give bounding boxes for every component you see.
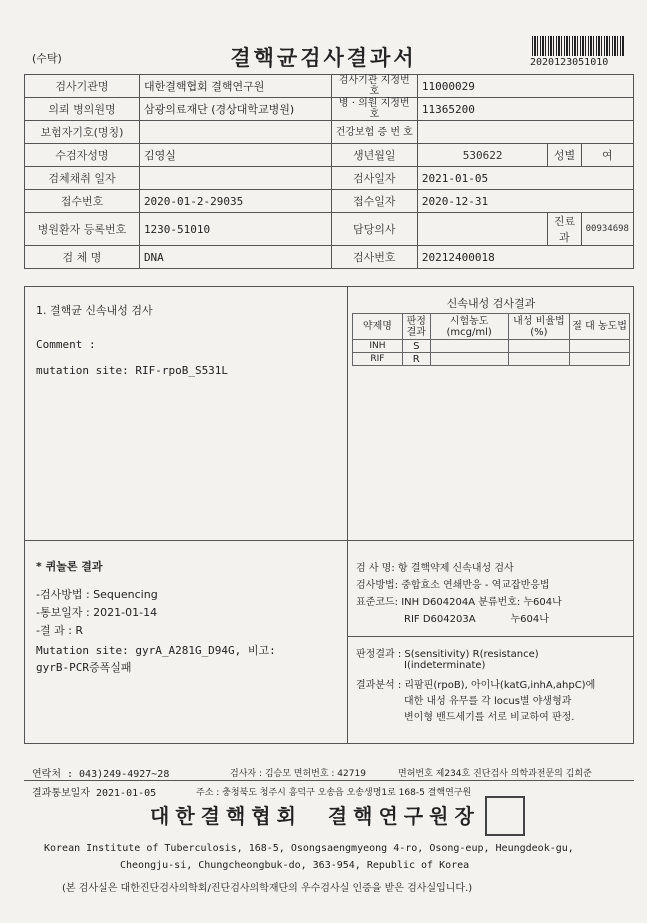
table-row [25, 121, 634, 144]
sex-label: 성별 [548, 144, 581, 167]
inspector: 검사자 : 김승모 면허번호 : 42719 [230, 769, 366, 779]
license: 면허번호 제234호 진단검사 의학과전문의 김희준 [398, 769, 592, 779]
table-row [25, 246, 634, 269]
divider [347, 636, 634, 637]
quinolone-report-date: -통보일자 : 2021-01-14 [36, 606, 158, 619]
table-row [25, 213, 634, 246]
page-title: 결핵균검사결과서 [230, 45, 417, 70]
address-en: Cheongju-si, Chungcheongbuk-do, 363-954, Republic of Korea [120, 860, 470, 871]
drug-result: S [402, 340, 430, 353]
table-cell [508, 353, 570, 366]
table-header: 약제명 [353, 314, 403, 340]
quinolone-mutation-note: gyrB-PCR증폭실패 [36, 661, 132, 674]
quinolone-method: -검사방법 : Sequencing [36, 588, 158, 601]
doctor-value [417, 213, 547, 246]
mutation-site: mutation site: RIF-rpoB_S531L [36, 364, 229, 377]
divider [24, 780, 634, 781]
hospital-label: 의뢰 병의원명 [25, 98, 140, 121]
table-row [25, 75, 634, 98]
collect-label: 검체채취 일자 [25, 167, 140, 190]
table-row [353, 314, 630, 340]
analysis: 대한 내성 유무를 각 locus별 야생형과 [404, 696, 572, 707]
lab-code-value: 11000029 [417, 75, 633, 98]
dob-value: 530622 [417, 144, 547, 167]
lab-name-label: 검사기관명 [25, 75, 140, 98]
specimen-label: 검 체 명 [25, 246, 140, 269]
table-row [353, 340, 630, 353]
insurance-value [139, 121, 331, 144]
table-header: 시험농도 (mcg/ml) [430, 314, 508, 340]
analysis: 결과분석 : 리팜핀(rpoB), 아이나(katG,inhA,ahpC)에 [356, 680, 596, 691]
address-en: Korean Institute of Tuberculosis, 168-5, Osongsaengmyeong 4-ro, Osong-eup, Heungdeok-gu, [44, 843, 574, 854]
quinolone-result: -결 과 : R [36, 624, 84, 637]
hospital-value: 삼광의료재단 (경상대학교병원) [139, 98, 331, 121]
reg-no-value: 1230-51010 [139, 213, 331, 246]
table-cell [508, 340, 570, 353]
insurance-label: 보험자기호(명칭) [25, 121, 140, 144]
quinolone-mutation: Mutation site: gyrA_A281G_D94G, 비고: [36, 644, 276, 657]
hospital-code-value: 11365200 [417, 98, 633, 121]
health-no-label: 건강보험 증 번 호 [331, 121, 417, 144]
divider [24, 540, 347, 541]
std-code: RIF D604203A 누604나 [404, 614, 549, 625]
institute-name: 대한결핵협회 결핵연구원장 [150, 804, 480, 828]
drug-name: INH [353, 340, 403, 353]
receipt-no-value: 2020-01-2-29035 [139, 190, 331, 213]
table-header: 내성 비율법(%) [508, 314, 570, 340]
table-cell [430, 340, 508, 353]
collect-value [139, 167, 331, 190]
address-kr: 주소 : 충청북도 청주시 흥덕구 오송읍 오송생명1로 168-5 결핵연구원 [196, 788, 472, 798]
table-row [25, 190, 634, 213]
criteria: I(indeterminate) [404, 660, 486, 671]
test-no-value: 20212400018 [417, 246, 633, 269]
report-date: 결과통보일자 2021-01-05 [32, 788, 157, 799]
dob-label: 생년월일 [331, 144, 417, 167]
dept-label: 진료과 [548, 213, 581, 246]
health-no-value [417, 121, 633, 144]
patient-value: 김영실 [139, 144, 331, 167]
test-name: 검 사 명: 항 결핵약제 신속내성 검사 [356, 563, 514, 574]
test-date-label: 검사일자 [331, 167, 417, 190]
certification: (본 검사실은 대한진단검사의학회/진단검사의학재단의 우수검사실 인증을 받은 검사실입니다.) [62, 883, 473, 894]
susceptibility-title: 신속내성 검사결과 [446, 297, 536, 310]
reg-no-label: 병원환자 등록번호 [25, 213, 140, 246]
table-cell [570, 340, 630, 353]
contact: 연락처 : 043)249-4927~28 [32, 769, 170, 780]
lab-name-value: 대한결핵협회 결핵연구원 [139, 75, 331, 98]
test-method: 검사방법: 중합효소 연쇄반응 - 역교잡반응법 [356, 580, 550, 591]
barcode-icon [532, 36, 624, 56]
table-cell [430, 353, 508, 366]
lab-code-label: 검사기관 지정번호 [331, 75, 417, 98]
dept-value: 00934698 [581, 213, 633, 246]
susceptibility-table [352, 313, 630, 366]
table-cell [570, 353, 630, 366]
std-code: 표준코드: INH D604204A 분류번호: 누604나 [356, 597, 562, 608]
receipt-date-label: 접수일자 [331, 190, 417, 213]
table-row [25, 167, 634, 190]
table-header: 절 대 농도법 [570, 314, 630, 340]
table-row [25, 98, 634, 121]
specimen-value: DNA [139, 246, 331, 269]
table-row [353, 353, 630, 366]
receipt-date-value: 2020-12-31 [417, 190, 633, 213]
table-header: 판정 결과 [402, 314, 430, 340]
patient-info-table [24, 74, 634, 269]
sex-value: 여 [581, 144, 633, 167]
table-row [25, 144, 634, 167]
drug-result: R [402, 353, 430, 366]
doctor-label: 담당의사 [331, 213, 417, 246]
receipt-no-label: 접수번호 [25, 190, 140, 213]
test-date-value: 2021-01-05 [417, 167, 633, 190]
analysis: 변이형 밴드세기를 서로 비교하여 판정. [404, 712, 575, 723]
divider [347, 540, 634, 541]
comment-label: Comment : [36, 338, 96, 351]
barcode-number: 2020123051010 [530, 57, 609, 68]
left-result-title: 1. 결핵균 신속내성 검사 [36, 304, 153, 317]
seal-icon [485, 796, 525, 836]
test-no-label: 검사번호 [331, 246, 417, 269]
drug-name: RIF [353, 353, 403, 366]
susin-label: (수탁) [32, 52, 62, 65]
patient-label: 수검자성명 [25, 144, 140, 167]
hospital-code-label: 병 · 의원 지정번호 [331, 98, 417, 121]
criteria: 판정결과 : S(sensitivity) R(resistance) [356, 649, 539, 660]
divider [347, 286, 348, 744]
quinolone-title: * 퀴놀론 결과 [36, 560, 103, 573]
